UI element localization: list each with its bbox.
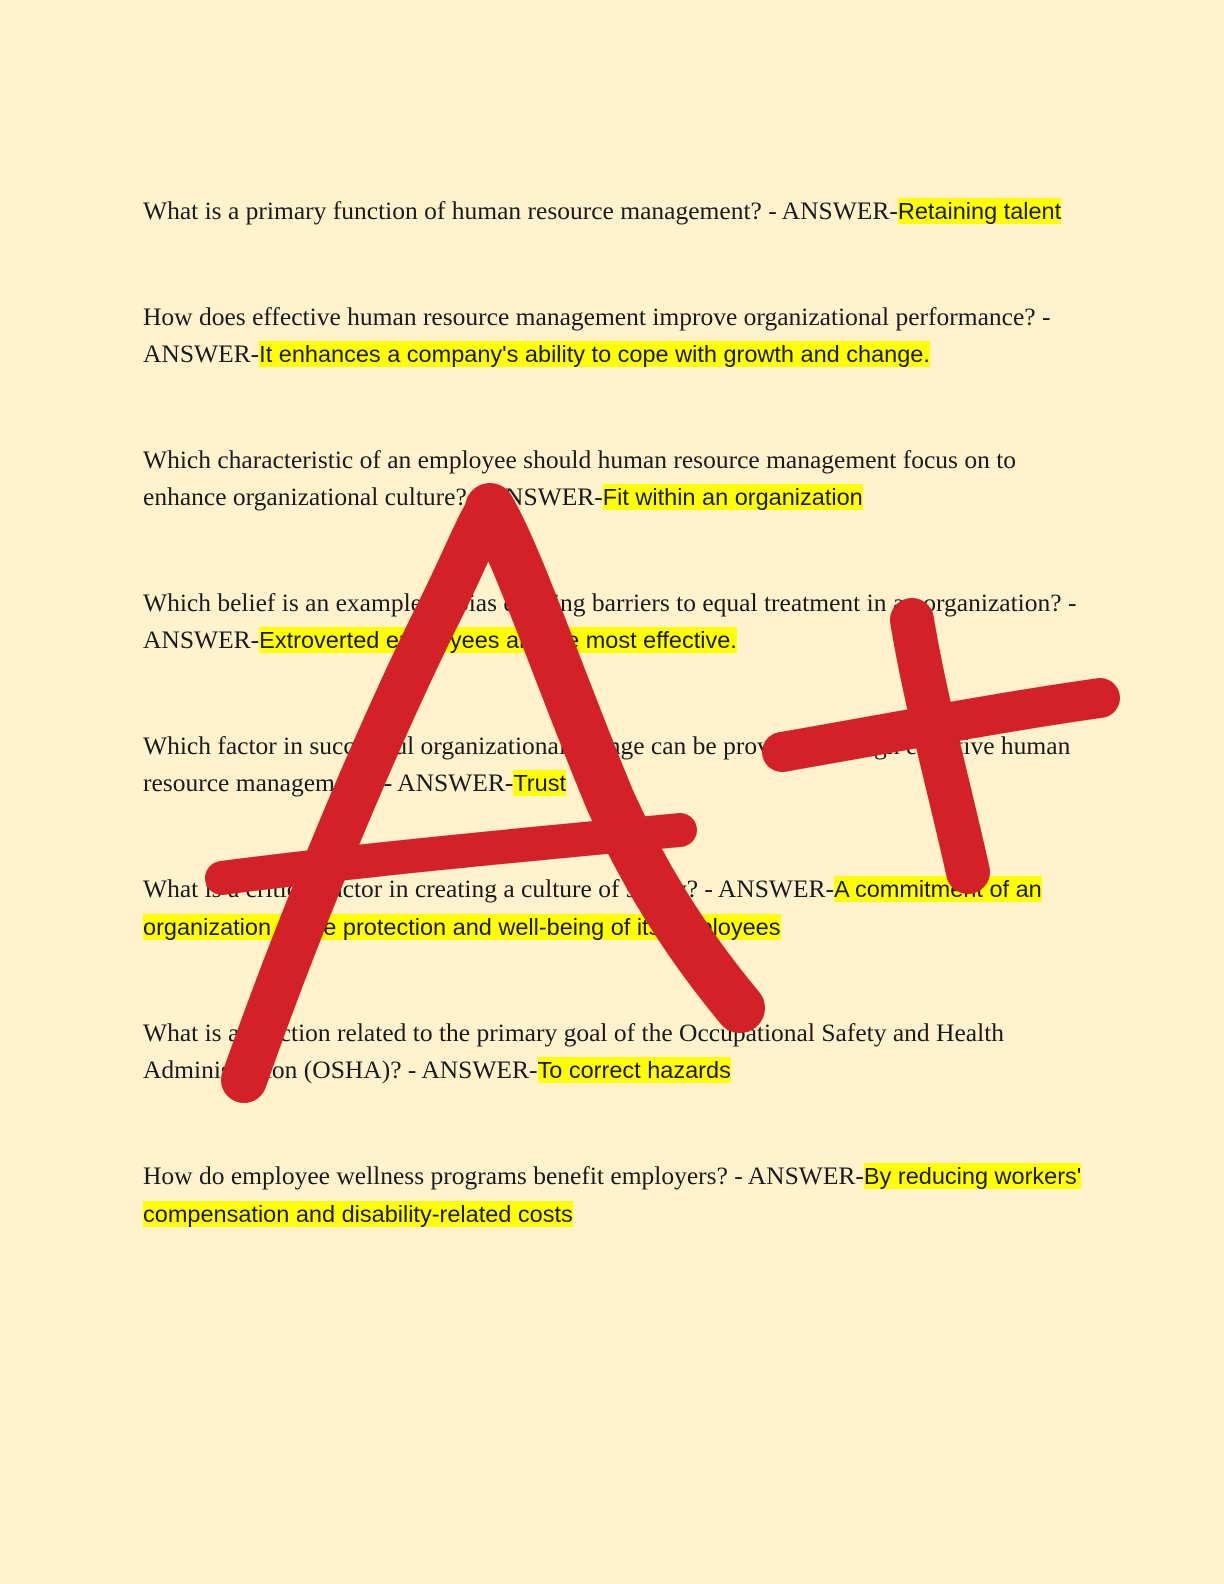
question-text: How do employee wellness programs benefit employers? - ANSWER- xyxy=(143,1160,864,1190)
question-text: Which characteristic of an employee should human resource management focus on to enhance organizational culture? - ANSWER- xyxy=(143,444,1017,511)
question-text: What is a critical factor in creating a culture of safety? - ANSWER- xyxy=(143,873,835,903)
qa-item xyxy=(143,1157,1088,1234)
answer-highlight: By reducing workers' compensation and disability-related costs xyxy=(143,1162,1082,1227)
qa-item xyxy=(143,441,1088,517)
answer-highlight: Retaining talent xyxy=(897,198,1062,224)
qa-item xyxy=(143,727,1088,803)
question-text: How does effective human resource management improve organizational performance? - ANSWER- xyxy=(143,301,1051,368)
answer-highlight: Fit within an organization xyxy=(602,484,863,510)
answer-highlight: Extroverted employees are the most effective. xyxy=(259,627,737,653)
answer-highlight: To correct hazards xyxy=(537,1057,731,1083)
answer-highlight: A commitment of an organization to the protection and well-being of its employees xyxy=(143,875,1042,940)
question-text: Which factor in successful organizational change can be provided through effective human resource management? - ANSWER- xyxy=(143,730,1071,797)
question-text: What is a function related to the primary goal of the Occupational Safety and Health Administration (OSHA)? - ANSWER- xyxy=(143,1017,1005,1084)
question-text: What is a primary function of human resource management? - ANSWER- xyxy=(143,196,898,225)
qa-item xyxy=(143,584,1088,660)
qa-item xyxy=(143,192,1088,231)
answer-highlight: It enhances a company's ability to cope with growth and change. xyxy=(259,341,930,367)
qa-item xyxy=(143,1014,1088,1090)
question-text: Which belief is an example of bias creating barriers to equal treatment in an organization? - ANSWER- xyxy=(143,587,1077,654)
qa-item xyxy=(143,870,1088,947)
qa-item xyxy=(143,298,1088,374)
qa-list xyxy=(143,192,1088,1301)
answer-highlight: Trust xyxy=(513,770,566,796)
